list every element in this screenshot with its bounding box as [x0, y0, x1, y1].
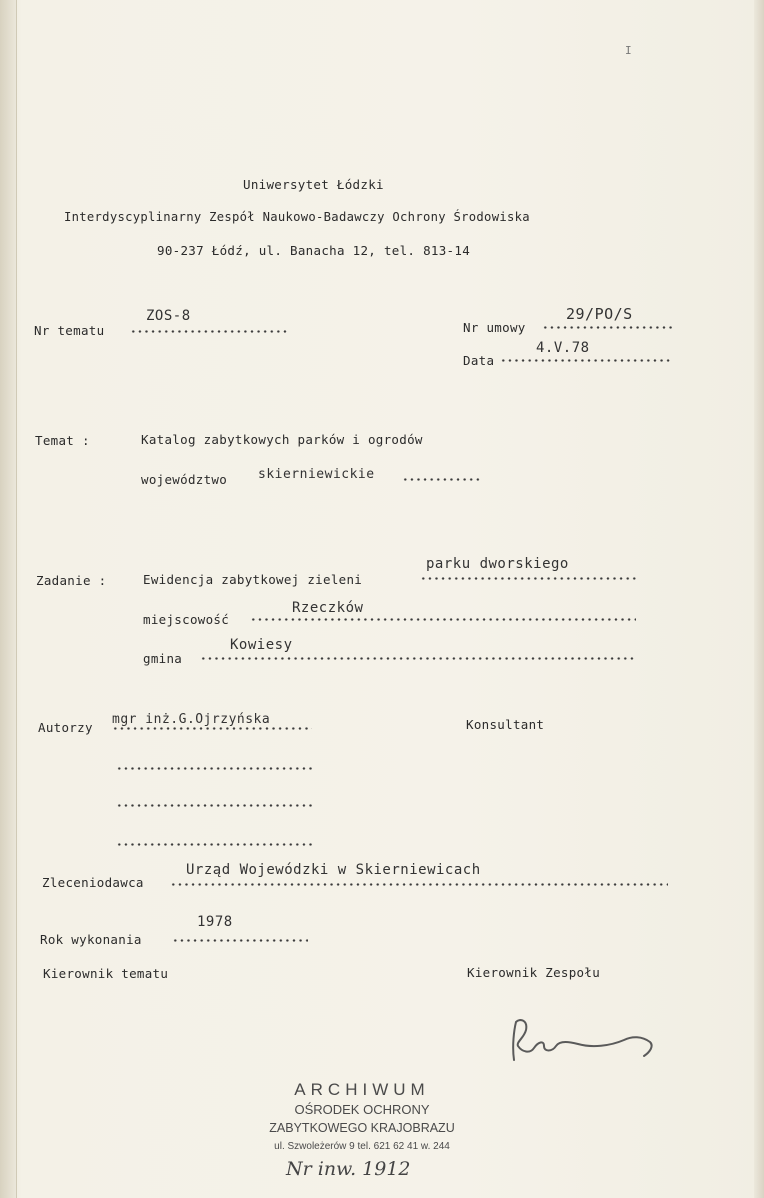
university-name: Uniwersytet Łódzki	[243, 177, 384, 192]
wojewodztwo-value: skierniewickie	[258, 467, 375, 482]
wojewodztwo-label: województwo	[141, 472, 228, 487]
gmina-dots	[200, 657, 636, 660]
miejscowosc-label: miejscowość	[143, 612, 230, 627]
nr-umowy-label: Nr umowy	[463, 320, 526, 335]
gmina-value: Kowiesy	[230, 637, 293, 653]
stamp-line-3: ZABYTKOWEGO KRAJOBRAZU	[269, 1121, 455, 1135]
nr-umowy-value: 29/PO/S	[566, 305, 633, 323]
autorzy-line-4	[116, 843, 312, 846]
data-dots	[500, 359, 672, 362]
stamp-title: ARCHIWUM	[294, 1080, 430, 1099]
zleceniodawca-label: Zleceniodawca	[42, 875, 144, 890]
institute-address: 90-237 Łódź, ul. Banacha 12, tel. 813-14	[157, 243, 471, 258]
inventory-number: Nr inw. 1912	[286, 1158, 411, 1180]
konsultant-label: Konsultant	[466, 717, 545, 732]
temat-text: Katalog zabytkowych parków i ogrodów	[141, 432, 423, 447]
autorzy-line-2	[116, 767, 312, 770]
zadanie-text: Ewidencja zabytkowej zieleni	[143, 572, 363, 587]
nr-tematu-dots	[130, 330, 290, 333]
autorzy-dots	[112, 727, 312, 730]
zleceniodawca-value: Urząd Wojewódzki w Skierniewicach	[186, 862, 481, 878]
nr-umowy-dots	[542, 326, 672, 329]
rok-dots	[172, 939, 308, 942]
autorzy-line-3	[116, 804, 312, 807]
miejscowosc-value: Rzeczków	[292, 600, 364, 616]
rok-label: Rok wykonania	[40, 932, 142, 947]
nr-tematu-label: Nr tematu	[34, 323, 105, 338]
institute-name: Interdyscyplinarny Zespół Naukowo-Badawczy Ochrony Środowiska	[64, 210, 530, 224]
zleceniodawca-dots	[170, 883, 668, 886]
zadanie-value: parku dworskiego	[426, 556, 569, 572]
autorzy-label: Autorzy	[38, 720, 93, 735]
kierownik-zespolu-label: Kierownik Zespołu	[467, 965, 601, 980]
stamp-line-2: OŚRODEK OCHRONY	[294, 1102, 430, 1117]
nr-tematu-value: ZOS-8	[146, 308, 191, 324]
kierownik-tematu-label: Kierownik tematu	[43, 966, 169, 981]
corner-mark: I	[625, 44, 632, 57]
autorzy-value: mgr inż.G.Ojrzyńska	[112, 712, 271, 727]
binding-edge	[0, 0, 17, 1198]
miejscowosc-dots	[250, 618, 636, 621]
data-label: Data	[463, 353, 495, 368]
wojewodztwo-dots	[402, 478, 480, 481]
data-value: 4.V.78	[536, 340, 590, 356]
zadanie-dots	[420, 577, 636, 580]
zadanie-label: Zadanie :	[36, 573, 107, 588]
signature-image	[500, 1012, 670, 1072]
temat-label: Temat :	[35, 433, 90, 448]
rok-value: 1978	[197, 914, 233, 930]
stamp-line-4: ul. Szwoleżerów 9 tel. 621 62 41 w. 244	[274, 1141, 450, 1152]
page-edge	[754, 0, 764, 1198]
gmina-label: gmina	[143, 651, 183, 666]
